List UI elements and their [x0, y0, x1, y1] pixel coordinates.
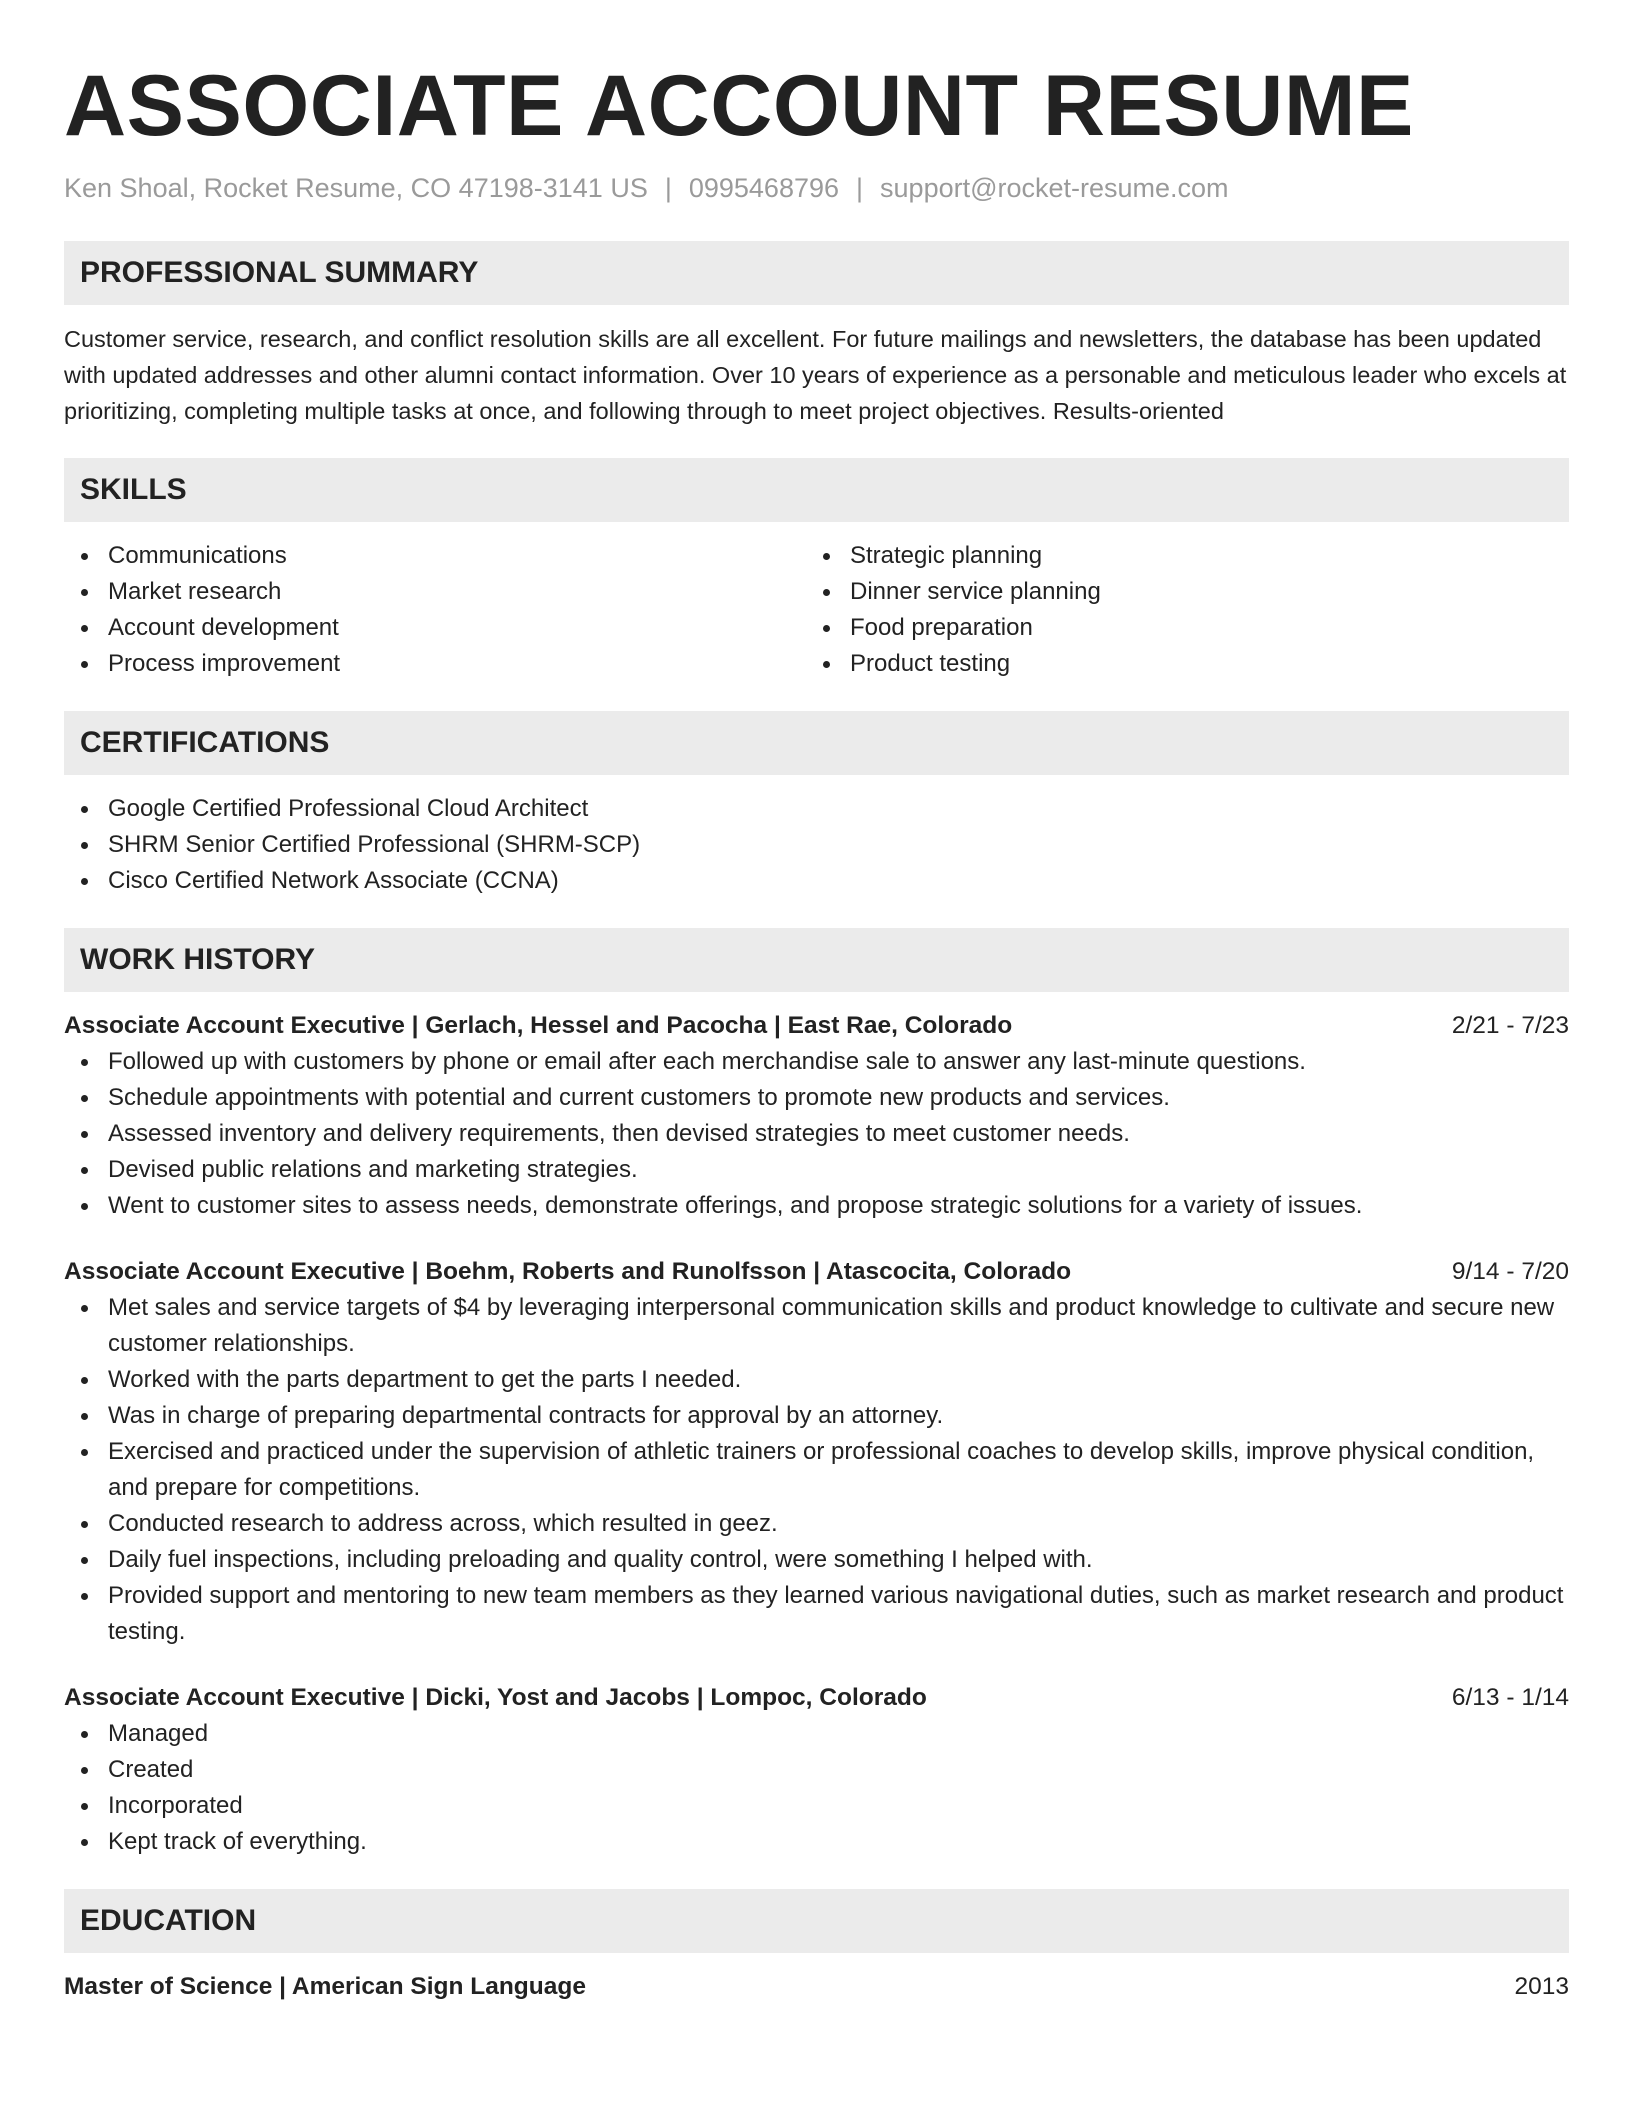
job-entry	[64, 1680, 1569, 1860]
skills-heading: SKILLS	[64, 458, 1569, 522]
skills-list	[64, 538, 1569, 682]
skill-item: Strategic planning	[806, 538, 1548, 574]
certifications-heading: CERTIFICATIONS	[64, 711, 1569, 775]
education-entry	[64, 1969, 1569, 2005]
skill-item: Communications	[64, 538, 806, 574]
contact-email: support@rocket-resume.com	[880, 173, 1229, 203]
job-duties-list	[64, 1044, 1569, 1224]
skill-item: Market research	[64, 574, 806, 610]
job-entry	[64, 1254, 1569, 1650]
education-year: 2013	[1514, 1973, 1569, 2000]
skill-item: Process improvement	[64, 646, 806, 682]
job-duty: Was in charge of preparing departmental contracts for approval by an attorney.	[64, 1398, 1569, 1434]
contact-line	[64, 170, 1569, 206]
certification-item: SHRM Senior Certified Professional (SHRM-SCP)	[64, 827, 1569, 863]
contact-address: Ken Shoal, Rocket Resume, CO 47198-3141 US	[64, 173, 648, 203]
contact-separator: |	[664, 173, 672, 203]
resume-title: ASSOCIATE ACCOUNT RESUME	[64, 58, 1414, 154]
certification-item: Google Certified Professional Cloud Architect	[64, 791, 1569, 827]
job-duty: Assessed inventory and delivery requirements, then devised strategies to meet customer needs.	[64, 1116, 1569, 1152]
skills-column-left	[64, 538, 806, 682]
certifications-list	[64, 791, 1569, 899]
job-duties-list	[64, 1290, 1569, 1650]
resume-page	[64, 56, 1569, 2005]
job-duty: Incorporated	[64, 1788, 1569, 1824]
job-duty: Followed up with customers by phone or email after each merchandise sale to answer any last-minute questions.	[64, 1044, 1569, 1080]
job-title: Associate Account Executive | Gerlach, Hessel and Pacocha | East Rae, Colorado	[64, 1012, 1013, 1039]
job-duty: Met sales and service targets of $4 by leveraging interpersonal communication skills and product knowledge to cultivate and secure new customer relationships.	[64, 1290, 1569, 1362]
education-heading: EDUCATION	[64, 1889, 1569, 1953]
job-duty: Went to customer sites to assess needs, demonstrate offerings, and propose strategic solutions for a variety of issues.	[64, 1188, 1569, 1224]
job-duty: Kept track of everything.	[64, 1824, 1569, 1860]
job-header	[64, 1008, 1569, 1044]
job-duty: Exercised and practiced under the supervision of athletic trainers or professional coaches to develop skills, improve physical condition, and prepare for competitions.	[64, 1434, 1569, 1506]
job-duty: Managed	[64, 1716, 1569, 1752]
work-history-heading: WORK HISTORY	[64, 928, 1569, 992]
skill-item: Food preparation	[806, 610, 1548, 646]
summary-text: Customer service, research, and conflict resolution skills are all excellent. For future mailings and newsletters, the database has been updated with updated addresses and other alumni contact information. Over 10 years of experience as a personable and meticulous leader who excels at prioritizing, completing multiple tasks at once, and following through to meet project objectives. Results-oriented	[64, 326, 1567, 424]
education-degree: Master of Science | American Sign Language	[64, 1973, 586, 2000]
job-duty: Daily fuel inspections, including preloading and quality control, were something I helped with.	[64, 1542, 1569, 1578]
job-dates: 6/13 - 1/14	[1451, 1684, 1569, 1711]
job-duty: Schedule appointments with potential and current customers to promote new products and services.	[64, 1080, 1569, 1116]
job-title: Associate Account Executive | Boehm, Roberts and Runolfsson | Atascocita, Colorado	[64, 1258, 1072, 1285]
job-dates: 9/14 - 7/20	[1451, 1258, 1569, 1285]
skill-item: Product testing	[806, 646, 1548, 682]
contact-phone: 0995468796	[688, 173, 840, 203]
job-duties-list	[64, 1716, 1569, 1860]
job-duty: Conducted research to address across, which resulted in geez.	[64, 1506, 1569, 1542]
job-duty: Created	[64, 1752, 1569, 1788]
job-entry	[64, 1008, 1569, 1224]
job-duty: Worked with the parts department to get the parts I needed.	[64, 1362, 1569, 1398]
contact-separator: |	[856, 173, 864, 203]
job-duty: Devised public relations and marketing strategies.	[64, 1152, 1569, 1188]
job-title: Associate Account Executive | Dicki, Yost and Jacobs | Lompoc, Colorado	[64, 1684, 927, 1711]
job-header	[64, 1254, 1569, 1290]
certification-item: Cisco Certified Network Associate (CCNA)	[64, 863, 1569, 899]
job-header	[64, 1680, 1569, 1716]
summary-heading: PROFESSIONAL SUMMARY	[64, 241, 1569, 305]
job-dates: 2/21 - 7/23	[1451, 1012, 1569, 1039]
skills-column-right	[806, 538, 1548, 682]
skill-item: Dinner service planning	[806, 574, 1548, 610]
skill-item: Account development	[64, 610, 806, 646]
job-duty: Provided support and mentoring to new team members as they learned various navigational duties, such as market research and product testing.	[64, 1578, 1569, 1650]
